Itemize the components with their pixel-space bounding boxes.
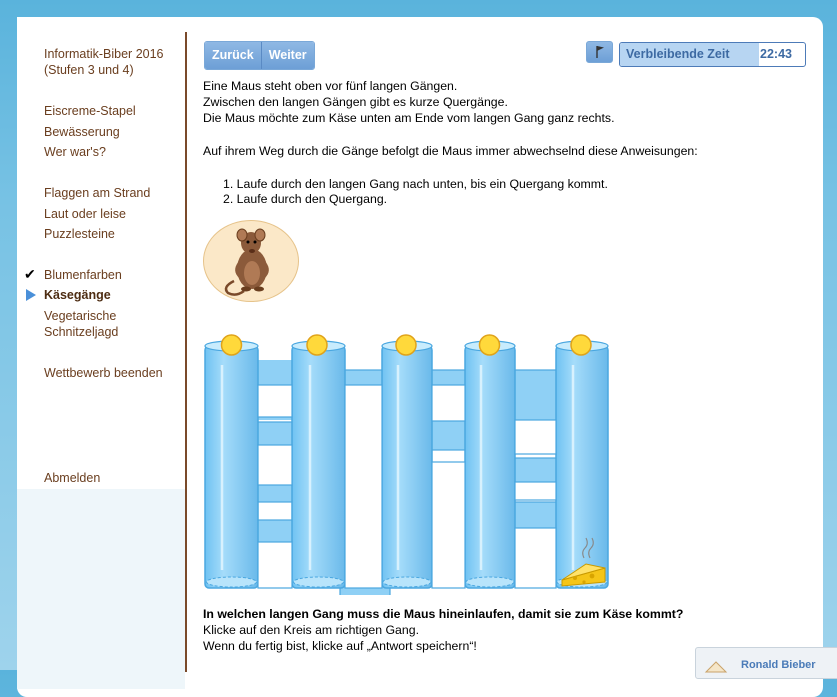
- remaining-time-label: Verbleibende Zeit: [626, 47, 730, 61]
- wall-block: [432, 385, 465, 421]
- sidebar-item-flaggen-am-strand[interactable]: Flaggen am Strand: [44, 186, 151, 200]
- envelope-icon: [696, 648, 736, 678]
- wall-block: [258, 445, 292, 485]
- remaining-time: [619, 42, 806, 67]
- intro-line-1: Eine Maus steht oben vor fünf langen Gängen.: [203, 79, 458, 93]
- checkmark-icon: ✔: [24, 266, 36, 282]
- rule-2: 2. Laufe durch den Quergang.: [223, 192, 388, 206]
- cross-passage: [510, 458, 560, 483]
- sidebar-item-puzzlesteine[interactable]: Puzzlesteine: [44, 227, 115, 241]
- current-task-arrow-icon: [26, 289, 36, 301]
- sidebar-item-eiscreme-stapel[interactable]: Eiscreme-Stapel: [44, 104, 136, 118]
- start-circle-tube-4[interactable]: [480, 335, 500, 355]
- start-circle-tube-1[interactable]: [222, 335, 242, 355]
- flag-button[interactable]: [586, 41, 613, 63]
- sidebar-item-blumenfarben[interactable]: Blumenfarben: [44, 268, 122, 282]
- end-contest-link[interactable]: Wettbewerb beenden: [44, 366, 163, 380]
- cross-passage: [510, 370, 560, 425]
- wall-block: [432, 462, 465, 588]
- navigation-buttons: [204, 41, 315, 70]
- sidebar-item-kaesegaenge[interactable]: Käsegänge: [44, 288, 111, 302]
- sidebar-item-vegetarische-schnitzeljagd-line2[interactable]: Schnitzeljagd: [44, 325, 119, 339]
- wall-block: [515, 482, 556, 500]
- start-circle-tube-5[interactable]: [571, 335, 591, 355]
- sidebar-item-vegetarische-schnitzeljagd-line1[interactable]: Vegetarische: [44, 309, 117, 323]
- contest-title: Informatik-Biber 2016: [44, 47, 164, 61]
- long-tube-3: [382, 346, 432, 588]
- next-button[interactable]: Weiter: [261, 42, 314, 69]
- flag-icon: [587, 42, 612, 62]
- back-button[interactable]: Zurück: [205, 42, 261, 69]
- tube-maze: [200, 330, 620, 595]
- mouse-picture: [203, 220, 299, 302]
- rule-1: 1. Laufe durch den langen Gang nach unten, bis ein Quergang kommt.: [223, 177, 608, 191]
- long-tube-5: [556, 346, 608, 588]
- sidebar-footer-area: [17, 489, 185, 689]
- user-name: Ronald Bieber: [741, 659, 816, 671]
- sidebar-item-bewaesserung[interactable]: Bewässerung: [44, 125, 120, 139]
- logout-link[interactable]: Abmelden: [44, 471, 101, 485]
- wall-block: [515, 420, 556, 454]
- wall-block: [258, 542, 292, 588]
- wall-block: [515, 528, 556, 588]
- instruction-1: Klicke auf den Kreis am richtigen Gang.: [203, 623, 419, 637]
- start-circle-tube-3[interactable]: [396, 335, 416, 355]
- rule-intro: Auf ihrem Weg durch die Gänge befolgt die Maus immer abwechselnd diese Anweisungen:: [203, 144, 698, 158]
- start-circle-tube-2[interactable]: [307, 335, 327, 355]
- wall-block: [258, 385, 292, 417]
- question: In welchen langen Gang muss die Maus hineinlaufen, damit sie zum Käse kommt?: [203, 607, 684, 621]
- long-tube-1: [205, 346, 258, 588]
- instruction-2: Wenn du fertig bist, klicke auf „Antwort speichern“!: [203, 639, 477, 653]
- sidebar-item-wer-wars[interactable]: Wer war's?: [44, 145, 106, 159]
- sidebar-divider: [185, 32, 187, 672]
- long-tube-4: [465, 346, 515, 588]
- contest-subtitle: (Stufen 3 und 4): [44, 63, 134, 77]
- sidebar-item-laut-oder-leise[interactable]: Laut oder leise: [44, 207, 127, 221]
- user-widget[interactable]: [695, 647, 837, 679]
- sidebar: [17, 17, 185, 489]
- wall-block: [345, 385, 382, 588]
- long-tube-2: [292, 346, 345, 588]
- mouse-icon: [204, 221, 298, 301]
- intro-line-3: Die Maus möchte zum Käse unten am Ende vom langen Gang ganz rechts.: [203, 111, 615, 125]
- intro-line-2: Zwischen den langen Gängen gibt es kurze Quergänge.: [203, 95, 508, 109]
- remaining-time-value: 22:43: [760, 47, 792, 61]
